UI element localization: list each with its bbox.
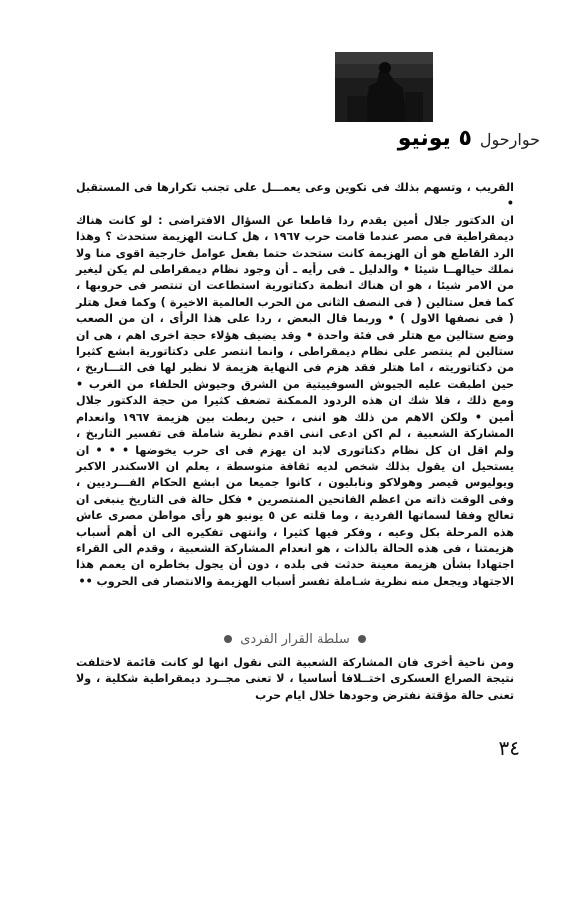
chapter-header-photo	[335, 52, 433, 122]
paragraph-main: ان الدكتور جلال أمين يقدم ردا قاطعا عن السؤال الافتراضى : لو كانت هناك ديمقراطية فى مصر عندما قامت حرب ١٩٦٧ ، هل كـانت الهزيمة ستحدث ؟ وهذا الرد القاطع هو أن الهزيمة كانت ستحدث حتما بفعل عوامل خارجية اقوى منا ولا نملك حيالهــا شيئا • والدليل ـ فى رأيه ـ أن وجود نظام ديمقراطى لم يكن ليغير من الامر شيئا ، هو ان هناك انظمة دكتاتورية استطاعت ان تنتصر فى حروبها ، كما فعل ستالين ( فى النصف الثانى من الحرب العالمية الاخيرة ) وكما فعل هتلر ( فى نصفها الاول ) • وربما قال البعض ، ردا على هذا الرأى ، ان من الصعب وضع ستالين مع هتلر فى فئة واحدة • وقد يضيف هؤلاء حجة اخرى اهم ، هى ان ستالين لم ينتصر على نظام ديمقراطى ، وانما انتصر على دكتاتورية ابشع كثيرا من دكتاتوريته ، اما هتلر فقد هزم فى النهاية هزيمة لا نظير لها فى التـــاريخ ، حين اطبقت عليه الجيوش السوفييتية من الشرق وجيوش الحلفاء من الغرب • ومع ذلك ، فلا شك ان هذه الردود الممكنة تضعف كثيرا من حجة الدكتور جلال أمين • ولكن الاهم من ذلك هو اننى ، حين ربطت بين هزيمة ١٩٦٧ وانعدام المشاركة الشعبية ، لم اكن ادعى اننى اقدم نظرية شاملة فى تفسير التاريخ ، ولم اقل ان كل نظام دكتاتورى لابد ان يهزم فى اى حرب يخوضها • • • ان يستحيل ان يقول بذلك شخص لديه ثقافة متوسطة ، يعلم ان الاسكندر الاكبر ويوليوس قيصر وهولاكو ونابليون ، كانوا جميعا من ابشع الحكام الفـــرديين ، وفى الوقت ذاته من اعظم الفاتحين المنتصرين • فكل حالة فى التاريخ ينبغى ان تعالج وفقا لسماتها الفردية ، وما قلته عن ٥ يونيو هو رأى مواطن مصرى عاش هذه المرحلة بكل وعيه ، وفكر فيها كثيرا ، وانتهى تفكيره الى ان أهم أسباب هزيمتنا ، فى هذه الحالة بالذات ، هو انعدام المشاركة الشعبية ، وقدم الى القراء اجتهادا بشأن هزيمة معينة حدثت فى بلده ، دون أن يجول بخاطره ان يعمم هذا الاجتهاد ويجعل منه نظرية شـاملة تفسر أسباب الهزيمة والانتصار فى الحروب ••	[76, 213, 514, 588]
main-body-text	[76, 180, 514, 590]
chapter-header	[330, 126, 540, 160]
section-subheading	[200, 628, 390, 650]
bullet-dot-icon	[358, 635, 366, 643]
page-number: ٣٤	[498, 736, 520, 760]
bullet-dot-icon	[224, 635, 232, 643]
paragraph-closing: ومن ناحية أخرى فان المشاركة الشعبية التى نقول انها لو كانت قائمة لاختلفت نتيجة الصراع العسكرى اختــلافا أساسيا ، لا تعنى مجــرد ديمقراطية شكلية ، ولا تعنى حالة مؤقتة نفترض وجودها خلال ايام حرب	[76, 656, 514, 702]
subheading-text: سلطة القرار الفردى	[240, 631, 350, 647]
header-prefix: حوارحول	[479, 130, 540, 149]
paragraph-intro: القريب ، وتسهم بذلك فى تكوين وعى يعمـــل على تجنب تكرارها فى المستقبل •	[76, 181, 514, 211]
closing-body-text	[76, 655, 514, 704]
soldier-silhouette-icon	[335, 52, 433, 122]
header-title: ٥ يونيو	[397, 126, 472, 151]
